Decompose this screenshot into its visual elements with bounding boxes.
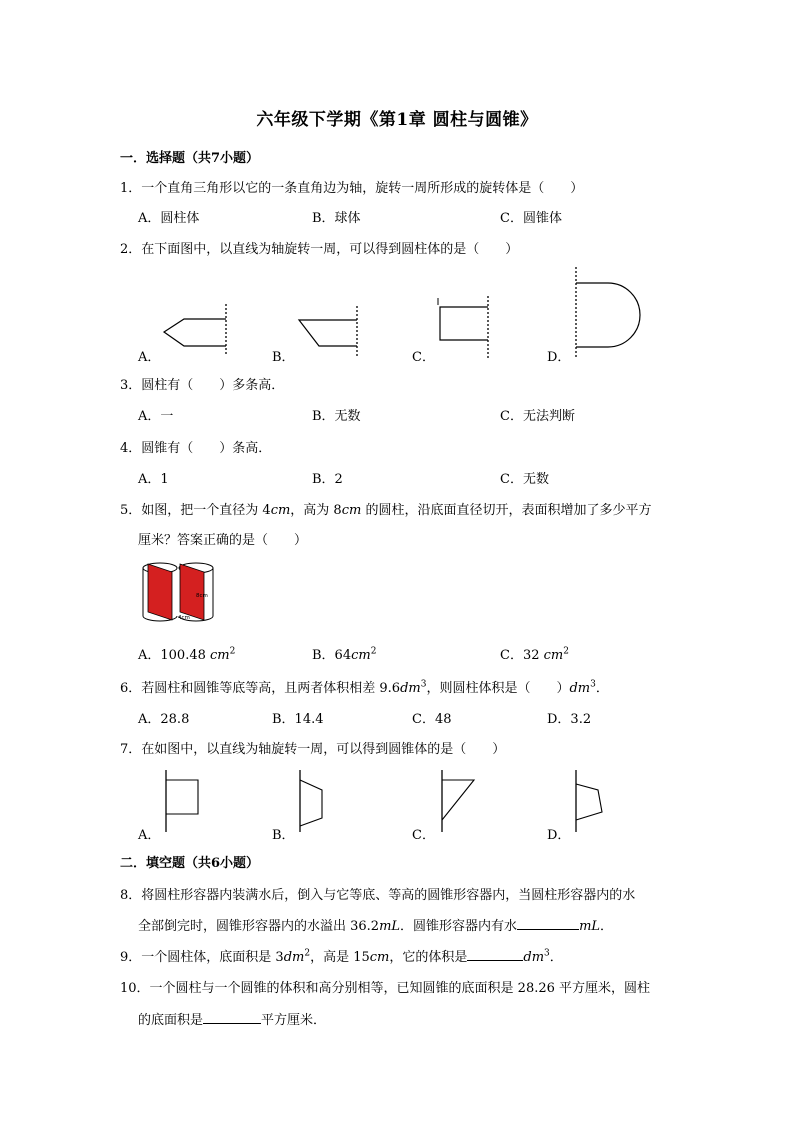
question-8-line-2: 全部倒完时，圆锥形容器内的水溢出 36.2mL．圆锥形容器内有水 mL． — [138, 919, 614, 934]
question-10-line-1: 10．一个圆柱与一个圆锥的体积和高分别相等，已知圆锥的底面积是 28.26 平方厘米，圆柱 — [120, 981, 651, 996]
q10-answer-blank[interactable] — [203, 1011, 261, 1024]
q4-option-a: A．1 — [138, 472, 169, 487]
q2-option-c: C． — [412, 350, 435, 365]
q2-figure-b — [295, 300, 375, 360]
question-1: 1．一个直角三角形以它的一条直角边为轴，旋转一周所形成的旋转体是（ ） — [120, 181, 584, 196]
q7-option-c: C． — [412, 828, 435, 843]
q3-option-a: A．一 — [138, 409, 174, 424]
q6-option-b: B．14.4 — [272, 712, 324, 727]
section-heading-fill: 二．填空题（共6小题） — [120, 856, 260, 871]
page-title: 六年级下学期《第1章 圆柱与圆锥》 — [256, 110, 538, 130]
q6-option-a: A．28.8 — [138, 712, 190, 727]
q1-option-a: A．圆柱体 — [138, 211, 200, 226]
q6-option-c: C．48 — [412, 712, 452, 727]
q3-option-c: C．无法判断 — [500, 409, 575, 424]
q7-option-b: B． — [272, 828, 295, 843]
q5-fig-diameter-label: 4cm — [178, 615, 190, 621]
section-heading-choice: 一．选择题（共7小题） — [120, 151, 260, 166]
q2-option-d: D． — [547, 350, 571, 365]
q7-figure-a — [158, 768, 208, 834]
q1-option-b: B．球体 — [312, 211, 361, 226]
q7-figure-d — [568, 768, 610, 834]
q4-option-b: B．2 — [312, 472, 343, 487]
question-10-line-2: 的底面积是 平方厘米． — [138, 1013, 327, 1028]
question-8-line-1: 8．将圆柱形容器内装满水后，倒入与它等底、等高的圆锥形容器内，当圆柱形容器内的水 — [120, 888, 636, 903]
q6-option-d: D．3.2 — [547, 712, 592, 727]
q7-figure-c — [432, 768, 480, 834]
q7-option-d: D． — [547, 828, 571, 843]
question-6: 6．若圆柱和圆锥等底等高，且两者体积相差 $9.6dm^3$，则圆柱体积是（ ）$dm^3$． — [120, 679, 609, 696]
q5-cut-cylinder-figure — [138, 560, 220, 624]
question-5-line-2: 厘米？答案正确的是（ ） — [138, 533, 308, 548]
q5-fig-height-label: 8cm — [196, 593, 208, 599]
question-4: 4．圆锥有（ ）条高． — [120, 441, 272, 456]
q2-figure-c — [430, 292, 500, 362]
q8-answer-blank[interactable] — [517, 917, 579, 930]
q5-option-b: B．$64cm^2$ — [312, 646, 377, 663]
q2-option-b: B． — [272, 350, 295, 365]
q5-option-a: A．100.48 $cm^2$ — [138, 646, 236, 663]
q9-answer-blank[interactable] — [467, 948, 523, 961]
q5-option-c: C．32 $cm^2$ — [500, 646, 569, 663]
q7-figure-b — [292, 768, 332, 834]
q2-figure-a — [160, 300, 240, 360]
question-7: 7．在如图中，以直线为轴旋转一周，可以得到圆锥体的是（ ） — [120, 742, 506, 757]
question-2: 2．在下面图中，以直线为轴旋转一周，可以得到圆柱体的是（ ） — [120, 242, 519, 257]
q1-option-c: C．圆锥体 — [500, 211, 562, 226]
question-3: 3．圆柱有（ ）多条高． — [120, 378, 285, 393]
q2-option-a: A． — [138, 350, 161, 365]
question-9: 9．一个圆柱体，底面积是 $3dm^2$，高是 15cm，它的体积是 $dm^3$． — [120, 948, 563, 965]
q3-option-b: B．无数 — [312, 409, 361, 424]
q2-figure-d — [568, 265, 648, 360]
question-5-line-1: 5．如图，把一个直径为 4cm，高为 8cm 的圆柱，沿底面直径切开，表面积增加了多少平方 — [120, 503, 652, 518]
q4-option-c: C．无数 — [500, 472, 549, 487]
q7-option-a: A． — [138, 828, 161, 843]
